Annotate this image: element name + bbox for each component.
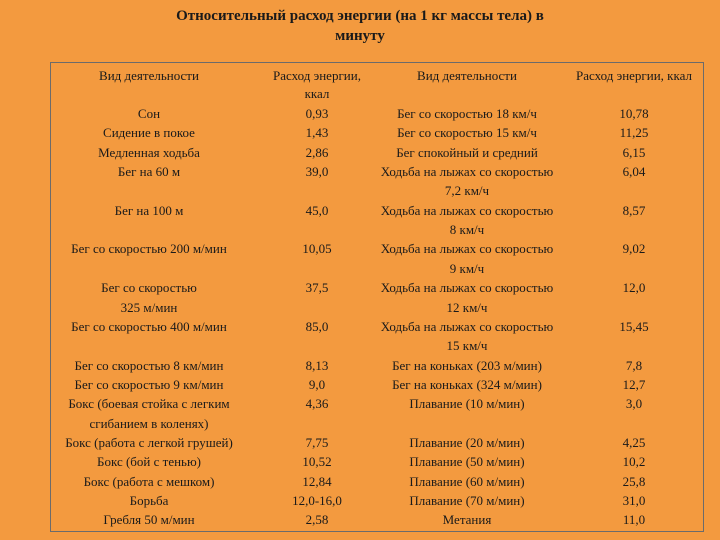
cell-activity-left: Гребля 50 м/мин (103, 512, 195, 528)
page-title (0, 6, 720, 46)
cell-energy-right: 8,57 (622, 202, 646, 218)
cell-energy-left: 2,58 (305, 512, 329, 528)
cell-activity-left: 325 м/мин (120, 299, 178, 315)
cell-activity-left: Бег со скоростью 200 м/мин (71, 241, 227, 257)
cell-energy-right: 9,02 (622, 241, 646, 257)
cell-energy-left: 2,86 (305, 144, 329, 160)
cell-energy-left: 10,05 (302, 241, 332, 257)
cell-energy-left: 39,0 (305, 164, 329, 180)
cell-energy-left: 12,84 (302, 473, 332, 489)
cell-activity-right: Ходьба на лыжах со скоростью (380, 241, 554, 257)
cell-activity-left: Борьба (129, 493, 169, 508)
cell-activity-left: Бег со скоростью 9 км/мин (74, 376, 224, 392)
cell-energy-left: 9,0 (308, 376, 326, 392)
cell-energy-right: 4,25 (622, 434, 646, 450)
cell-activity-left: Сон (137, 106, 161, 121)
cell-energy-right: 12,7 (622, 376, 646, 392)
cell-activity-left: сгибанием в коленях) (89, 415, 209, 431)
cell-energy-right: 31,0 (622, 493, 646, 508)
cell-energy-right: 10,78 (619, 106, 649, 121)
cell-activity-right: Бег со скоростью 15 км/ч (397, 125, 537, 141)
cell-energy-left: 45,0 (305, 202, 329, 218)
cell-activity-left: Бокс (работа с мешком) (83, 473, 215, 489)
energy-table (50, 62, 704, 532)
cell-activity-left: Бег со скоростью 400 м/мин (71, 318, 227, 334)
cell-activity-right: Бег на коньках (324 м/мин) (392, 376, 542, 392)
cell-activity-left: Сидение в покое (103, 125, 195, 141)
cell-activity-right: 12 км/ч (446, 299, 488, 315)
cell-energy-right: 11,0 (622, 512, 646, 528)
cell-activity-right: 8 км/ч (449, 222, 485, 238)
cell-energy-left: 12,0-16,0 (292, 493, 342, 508)
cell-activity-right: Бег спокойный и средний (396, 144, 538, 160)
cell-activity-right: Бег со скоростью 18 км/ч (397, 106, 537, 121)
cell-energy-left: 0,93 (305, 106, 329, 121)
header-energy-left (247, 67, 387, 103)
header-activity-right: Вид деятельности (417, 68, 517, 83)
cell-activity-right: Бег на коньках (203 м/мин) (392, 357, 542, 373)
cell-activity-right: Метания (442, 512, 492, 528)
cell-energy-right: 6,15 (622, 144, 646, 160)
header-activity-left: Вид деятельности (99, 68, 199, 83)
cell-energy-left: 1,43 (305, 125, 329, 141)
cell-activity-left: Бег со скоростью (101, 280, 197, 296)
cell-activity-right: 9 км/ч (449, 260, 485, 276)
header-energy-left-line2: ккал (304, 86, 330, 101)
cell-activity-right: Плавание (50 м/мин) (409, 454, 525, 470)
cell-activity-right: Плавание (60 м/мин) (409, 473, 525, 489)
cell-energy-left: 85,0 (305, 318, 329, 334)
cell-activity-left: Медленная ходьба (98, 144, 200, 160)
cell-energy-left: 8,13 (305, 357, 329, 373)
header-energy-right: Расход энергии, ккал (576, 68, 692, 83)
cell-energy-left: 7,75 (305, 434, 329, 450)
cell-energy-right: 15,45 (619, 318, 649, 334)
cell-energy-right: 3,0 (625, 396, 643, 412)
cell-activity-right: Ходьба на лыжах со скоростью (380, 164, 554, 180)
cell-energy-left: 37,5 (305, 280, 329, 296)
cell-activity-left: Бокс (работа с легкой грушей) (65, 434, 233, 450)
cell-activity-right: Ходьба на лыжах со скоростью (380, 280, 554, 296)
cell-activity-left: Бег на 100 м (114, 202, 184, 218)
cell-activity-left: Бокс (бой с тенью) (96, 454, 202, 470)
cell-activity-left: Бокс (боевая стойка с легким (68, 396, 230, 412)
cell-energy-left: 4,36 (305, 396, 329, 412)
cell-activity-left: Бег со скоростью 8 км/мин (74, 357, 224, 373)
cell-energy-right: 25,8 (622, 473, 646, 489)
title-line-1: Относительный расход энергии (на 1 кг массы тела) в (176, 8, 544, 24)
cell-activity-right: Плавание (20 м/мин) (409, 434, 525, 450)
cell-energy-right: 10,2 (622, 454, 646, 470)
cell-activity-right: Ходьба на лыжах со скоростью (380, 202, 554, 218)
header-energy-left-line1: Расход энергии, (273, 68, 361, 83)
cell-activity-left: Бег на 60 м (117, 164, 181, 180)
cell-activity-right: 7,2 км/ч (444, 183, 490, 199)
cell-activity-right: Плавание (70 м/мин) (409, 493, 525, 508)
cell-energy-right: 6,04 (622, 164, 646, 180)
cell-activity-right: Плавание (10 м/мин) (409, 396, 525, 412)
title-line-2: минуту (335, 28, 385, 44)
cell-energy-right: 7,8 (625, 357, 643, 373)
cell-energy-right: 11,25 (619, 125, 649, 141)
cell-activity-right: Ходьба на лыжах со скоростью (380, 318, 554, 334)
cell-energy-left: 10,52 (302, 454, 332, 470)
cell-energy-right: 12,0 (622, 280, 646, 296)
cell-activity-right: 15 км/ч (446, 338, 488, 354)
